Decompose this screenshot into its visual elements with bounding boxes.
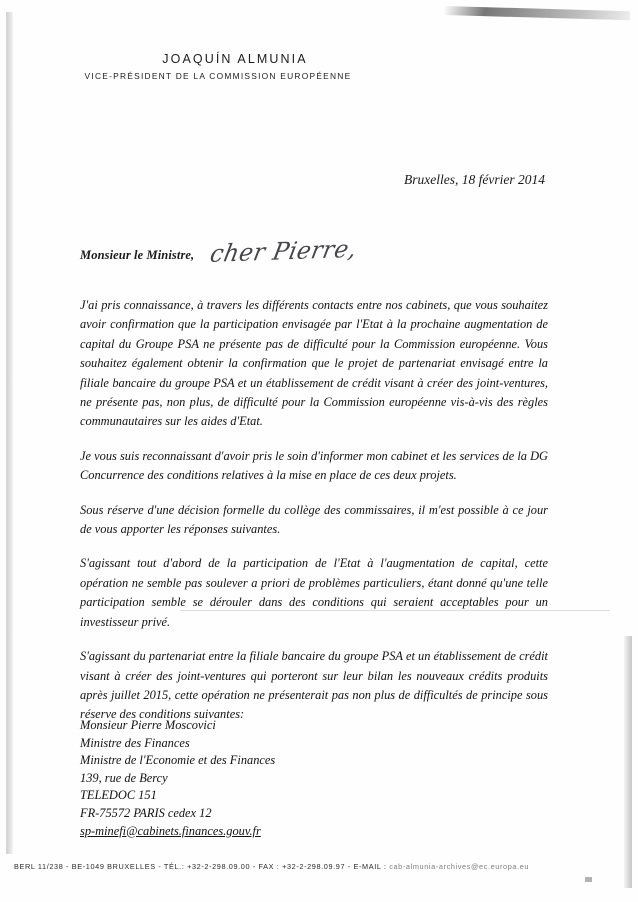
address-line: TELEDOC 151 [80, 788, 157, 803]
scan-smudge-artifact [444, 6, 630, 20]
body-paragraph: Je vous suis reconnaissant d'avoir pris le soin d'informer mon cabinet et les services de la DG Concurrence des conditions relatives à la mise en place de ces deux projets. [80, 448, 548, 483]
dateline: Bruxelles, 18 février 2014 [404, 172, 545, 187]
page-footer [14, 862, 529, 871]
letterhead-title: VICE-PRÉSIDENT DE LA COMMISSION EUROPÉENNE [84, 71, 352, 81]
body-paragraph: Sous réserve d'une décision formelle du collège des commissaires, il m'est possible à ce jour de vous apporter les réponses suivantes. [80, 502, 548, 537]
address-line: Ministre de l'Economie et des Finances [80, 753, 276, 768]
address-line: FR-75572 PARIS cedex 12 [80, 805, 212, 820]
address-line: 139, rue de Bercy [80, 770, 168, 785]
letter-body [80, 296, 548, 725]
salutation [80, 235, 360, 269]
recipient-address-block [80, 717, 275, 840]
scan-edge-artifact-right [624, 636, 632, 888]
scan-edge-artifact-left [6, 12, 13, 854]
recipient-email-link[interactable]: sp-minefi@cabinets.finances.gouv.fr [80, 823, 261, 838]
letterhead-name: JOAQUÍN ALMUNIA [162, 52, 308, 66]
footer-contact-details: BERL 11/238 - BE-1049 BRUXELLES - TÉL.: +32-2-298.09.00 - FAX : +32-2-298.09.97 - E-MAIL : [14, 862, 390, 871]
body-paragraph: J'ai pris connaissance, à travers les différents contacts entre nos cabinets, que vous souhaitez avoir confirmation que la participation envisagée par l'Etat à la prochaine augmentation de capital du Groupe PSA ne présente pas de difficulté pour la Commission européenne. Vous souhaitez également obtenir la confirmation que le projet de partenariat envisagé entre la filiale bancaire du groupe PSA et un établissement de crédit visant à créer des joint-ventures, ne présente pas, non plus, de difficulté pour la Commission européenne vis-à-vis des règles communautaires sur les aides d'Etat. [80, 298, 548, 429]
address-line: Monsieur Pierre Moscovici [80, 718, 216, 732]
letterhead [70, 52, 400, 81]
scan-speck-artifact [585, 877, 592, 882]
body-paragraph: S'agissant du partenariat entre la filiale bancaire du groupe PSA et un établissement de crédit visant à créer des joint-ventures qui porteront sur leur bilan les nouveaux crédits produits après juillet 2015, cette opération ne présenterait pas non plus de difficultés de principe sous réserve des conditions suivantes: [80, 649, 548, 722]
handwritten-greeting: cher Pierre, [208, 235, 360, 269]
footer-email: cab-almunia-archives@ec.europa.eu [389, 862, 530, 871]
address-line: Ministre des Finances [80, 735, 190, 750]
body-paragraph: S'agissant tout d'abord de la participation de l'Etat à l'augmentation de capital, cette opération ne semble pas soulever a priori de problèmes particuliers, étant donné qu'une telle participation semble se dérouler dans des conditions qui seraient acceptables pour un investisseur privé. [80, 556, 548, 629]
salutation-printed: Monsieur le Ministre, [80, 248, 195, 262]
